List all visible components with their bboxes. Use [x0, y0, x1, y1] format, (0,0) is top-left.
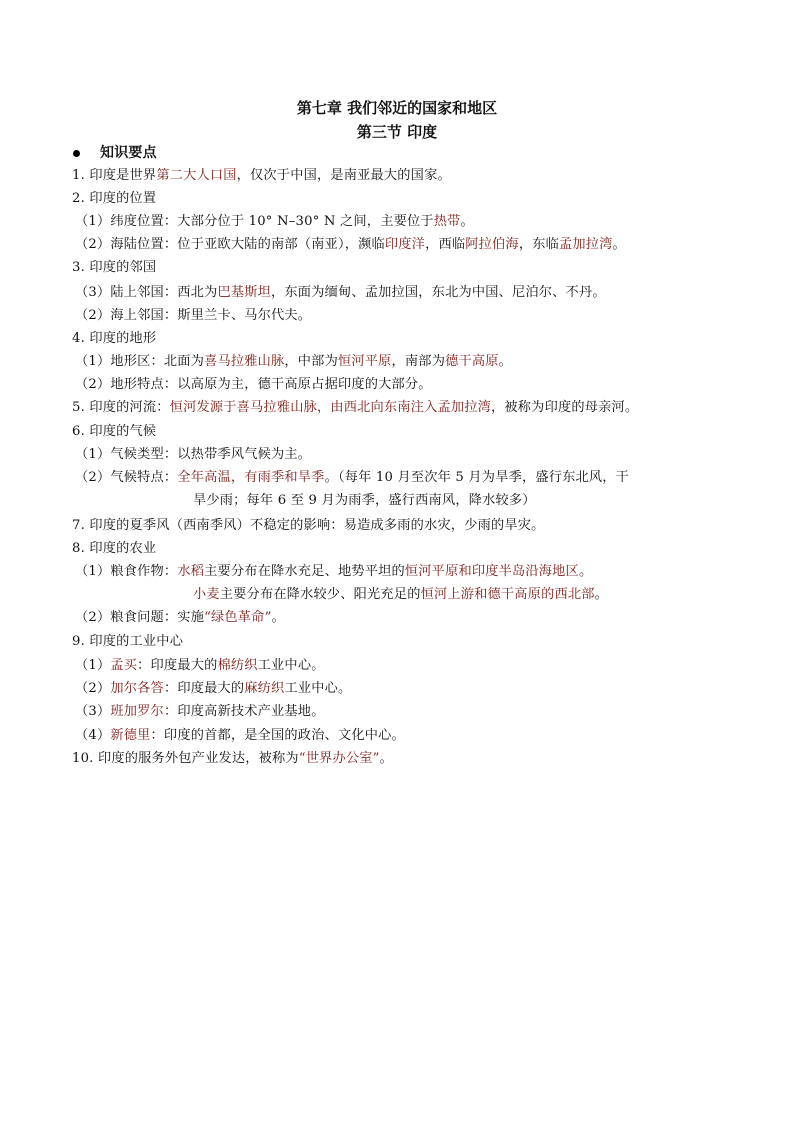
sea-land-position: [75, 235, 626, 255]
point-1: [72, 166, 451, 186]
highlight: 巴基斯坦: [217, 285, 272, 300]
text: 。: [578, 564, 593, 579]
text: （4）: [75, 728, 111, 743]
highlight: 恒河上游和德干高原的西北部: [420, 587, 595, 602]
climate-features: [75, 468, 629, 488]
text: ，东面为缅甸、孟加拉国，东北为中国、尼泊尔、不丹。: [271, 285, 606, 300]
land-neighbors: [75, 283, 606, 303]
latitude-position: [75, 212, 474, 232]
text: 。: [612, 237, 626, 252]
food-crops-rice: [75, 562, 592, 582]
industry-mumbai: [75, 656, 325, 676]
highlight: 印度洋: [384, 237, 426, 252]
highlight: 新德里: [110, 728, 151, 743]
section-title: 第三节 印度: [356, 123, 438, 141]
highlight: 小麦: [193, 587, 220, 602]
point-3-heading: 3. 印度的邻国: [72, 260, 157, 275]
highlight: 全年高温，有雨季和旱季: [177, 470, 325, 485]
climate-features-continued: 旱少雨；每年 6 至 9 月为雨季，盛行西南风，降水较多）: [193, 493, 536, 508]
text: 主要分布在降水较少、阳光充足的: [219, 587, 421, 602]
point-10-services: [72, 749, 393, 769]
climate-type: （1）气候类型：以热带季风气候为主。: [75, 447, 312, 462]
sea-neighbors: （2）海上邻国：斯里兰卡、马尔代夫。: [75, 308, 312, 323]
text: 。: [379, 751, 393, 766]
text: 。（每年 10 月至次年 5 月为旱季，盛行东北风，干: [324, 470, 630, 485]
highlight: 恒河平原和印度半岛沿海地区: [404, 564, 579, 579]
highlight: 水稻: [177, 564, 205, 579]
industry-kolkata: [75, 679, 351, 699]
highlight: 德干高原: [445, 354, 499, 369]
point-8-heading: 8. 印度的农业: [72, 541, 157, 556]
text: （2）: [75, 681, 111, 696]
text: 10. 印度的服务外包产业发达，被称为: [72, 751, 299, 766]
highlight: 热带: [433, 214, 461, 229]
text: （1）粮食作物：: [75, 564, 178, 579]
text: 工业中心。: [284, 681, 352, 696]
highlight: 恒河平原: [337, 354, 392, 369]
text: （2）气候特点：: [75, 470, 178, 485]
text: ，中部为: [284, 354, 338, 369]
text: ，东临: [518, 237, 559, 252]
highlight: 棉纺织: [217, 658, 258, 673]
highlight: 阿拉伯海: [465, 237, 519, 252]
text: 主要分布在降水充足、地势平坦的: [204, 564, 405, 579]
point-6-heading: 6. 印度的气候: [72, 424, 157, 439]
text: ：印度最大的: [163, 681, 245, 696]
landform-regions: [75, 352, 512, 372]
text: （3）陆上邻国：西北为: [75, 285, 218, 300]
highlight: 第二大人口国: [156, 168, 237, 183]
text: 。: [594, 587, 609, 602]
landform-features: （2）地形特点：以高原为主，德干高原占据印度的大部分。: [75, 377, 432, 392]
point-4-heading: 4. 印度的地形: [72, 331, 157, 346]
text: （1）纬度位置：大部分位于 10° N–30° N 之间，主要位于: [75, 214, 434, 229]
text: （1）地形区：北面为: [75, 354, 205, 369]
industry-new-delhi: [75, 726, 405, 746]
highlight: 班加罗尔: [110, 704, 164, 719]
point-2-heading: 2. 印度的位置: [72, 191, 157, 206]
highlight: 孟买: [110, 658, 138, 673]
point-9-heading: 9. 印度的工业中心: [72, 634, 184, 649]
text: ：印度高新技术产业基地。: [163, 704, 325, 719]
bullet-icon: [73, 150, 80, 157]
food-problem: [75, 608, 285, 628]
text: ：印度最大的: [137, 658, 218, 673]
text: 1. 印度是世界: [72, 168, 157, 183]
text: ，仅次于中国，是南亚最大的国家。: [236, 168, 451, 183]
text: （2）粮食问题：实施: [75, 610, 205, 625]
highlight: 麻纺织: [244, 681, 285, 696]
highlight: 喜马拉雅山脉: [204, 354, 285, 369]
text: 。: [498, 354, 513, 369]
text: （1）: [75, 658, 111, 673]
text: ：印度的首都，是全国的政治、文化中心。: [150, 728, 405, 743]
text: 。: [271, 610, 285, 625]
highlight: “世界办公室”: [298, 751, 380, 766]
highlight: 加尔各答: [110, 681, 164, 696]
text: ，西临: [425, 237, 466, 252]
highlight: 恒河发源于喜马拉雅山脉，由西北向东南注入孟加拉湾: [169, 400, 492, 415]
text: ，南部为: [391, 354, 446, 369]
point-7-monsoon: 7. 印度的夏季风（西南季风）不稳定的影响：易造成多雨的水灾，少雨的旱灾。: [72, 518, 545, 533]
knowledge-heading: 知识要点: [100, 145, 157, 161]
chapter-title: 第七章 我们邻近的国家和地区: [296, 99, 498, 117]
text: 工业中心。: [257, 658, 325, 673]
text: 5. 印度的河流：: [72, 400, 170, 415]
text: （3）: [75, 704, 111, 719]
highlight: “绿色革命”: [204, 610, 272, 625]
industry-bangalore: [75, 702, 325, 722]
text: 。: [460, 214, 474, 229]
food-crops-wheat: [193, 585, 608, 605]
highlight: 孟加拉湾: [558, 237, 613, 252]
point-5-rivers: [72, 398, 638, 418]
text: ，被称为印度的母亲河。: [491, 400, 639, 415]
text: （2）海陆位置：位于亚欧大陆的南部（南亚），濒临: [75, 237, 385, 252]
